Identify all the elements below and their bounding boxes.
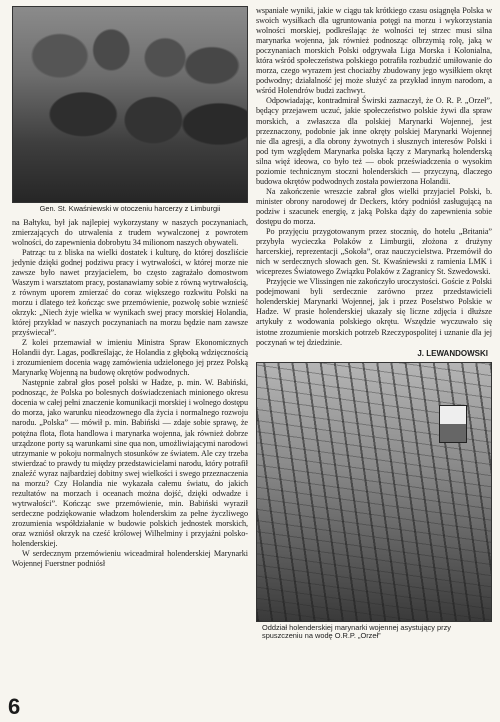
photo-caption-right-line1: Oddział holenderskiej marynarki wojennej asystujący przy — [262, 622, 451, 632]
photo-caption-right — [256, 624, 492, 641]
article-paragraph: Z kolei przemawiał w imieniu Ministra Spraw Ekonomicznych Holandii dyr. Lagas, podkreślając, że Holandia z głęboką wdzięcznością i zrozumieniem docenia wagę zamówienia udzielonego jej przez Polską Marynarkę Wojenną na budowę okrętów podwodnych. — [12, 338, 248, 378]
article-paragraph: wspaniałe wyniki, jakie w ciągu tak krótkiego czasu osiągnęła Polska w swoich wysiłkach dla ugruntowania potęgi na morzu i wykorzystania wolności morskiej, podkreślając że wolności tej strzec musi silna marynarka wojenna, jak również podnosząc olbrzymią rolę, jaką w poczynaniach morskich Polski odgrywała Liga Morska i Kolonialna, która wśród społeczeństwa polskiego potrafiła rozbudzić umiłowanie do morza, czego wyrazem jest chociażby zbudowany jego wysiłkiem okręt podwodny; działalność jej może służyć za przykład innym narodom, a wśród Holendrów budzi zachwyt. — [256, 6, 492, 96]
article-paragraph: Przyjęcie we Vlissingen nie zakończyło uroczystości. Goście z Polski podejmowani byli serdecznie zarówno przez przedstawicieli holenderskiej Marynarki Wojennej, jak i przez Poselstwo Polskie w Hadze. W prasie holenderskiej ukazały się liczne zdjęcia i dłuższe artykuły z wodowania polskiego okrętu. Wszędzie wyczuwało się istotne zrozumienie morskich potrzeb Rzeczypospolitej i uznanie dla jej poczynań w tej dziedzinie. — [256, 277, 492, 347]
article-paragraph: Odpowiadając, kontradmirał Świrski zaznaczył, że O. R. P. „Orzeł”, będący przejawem uczuć, jakie społeczeństwo polskie żywi dla spraw morskich, a zwłaszcza dla polskiej Marynarki Wojennej, jest przeznaczony, podobnie jak inne okręty polskiej Marynarki Wojennej nie dla agresji, a dla obrony żywotnych i słusznych interesów Polski i pod tym względem Marynarka polska łączy z Marynarką holenderską silna więź ideowa, co było też — obok przeświadczenia o wysokim poziomie technicznym stoczni holenderskich — przyczyną, dlaczego budowa okrętów podwodnych została powierzona Holandii. — [256, 96, 492, 186]
article-paragraph: Patrząc tu z bliska na wielki dostatek i kulturę, do której doszliście jedynie dzięki godnej podziwu pracy i wytrwałości, w której morze nie zawsze było nawet przyjacielem, bo często zagrażało domostwom Waszym i warsztatom pracy, postanawiamy sobie z równą wytrwałością, z równym uporem zmierzać do coraz większego rozkwitu Polski na morzu i dlatego też kończąc swe przemówienie, pozwolę sobie wznieść okrzyk: „Niech żyje wielka w wynikach swej pracy morskiej Holandia, której przykład w naszych poczynaniach na morzu będzie nam zawsze przyświecał”. — [12, 247, 248, 338]
page-number: 6 — [8, 694, 21, 719]
article-paragraph: Następnie zabrał głos poseł polski w Hadze, p. min. W. Babiński, podnosząc, że Polska po bolesnych doświadczeniach minionego okresu docenia w całej pełni znaczenie komunikacji morskiej i wolnego dostępu do morza, jako warunku nieodzownego dla życia i normalnego rozwoju narodu. „Polska” — mówił p. min. Babiński — zdaje sobie sprawę, że potężna flota, flota handlowa i marynarka wojenna, jak również dobrze urządzone porty są warunkami sine qua non, umożliwiającymi narodowi utrzymanie w pokoju normalnych stosunków ze światem. Ale czy trzeba stwierdzać to prawdy tu między przedstawicielami narodu, który potrafił znaleźć wyraz najbardziej dobitny swej wielkości i swego przeznaczenia na morzu? Czy Holandia nie wykazała całemu światu, do jakich rezultatów na morzach i oceanach można dojść, dzięki odwadze i wytrwałości”. Kończąc swe przemówienie, min. Babiński wyraził serdeczne podziękowanie władzom holenderskim za pełne życzliwego zrozumienia współdziałanie w budowie polskich jednostek morskich, oraz wzniósł okrzyk na cześć królowej Wilhelminy i przyjaźni polsko-holenderskiej. — [12, 378, 248, 549]
scouts-group-photo — [12, 6, 248, 203]
author-signature: J. LEWANDOWSKI — [417, 348, 488, 358]
right-column — [256, 6, 492, 645]
article-paragraph: Po przyjęciu przygotowanym przez stocznię, do hotelu „Britania” przybyła wycieczka Polaków z Limburgii, złożona z drużyny harcerskiej, reprezentacji „Sokoła”, oraz nauczycielstwa. Przemówił do nich w serdecznych słowach gen. St. Kwaśniewski z ramienia LMK i wiceprezes Światowego Związku Polaków z Zagranicy St. Szwedowski. — [256, 227, 492, 277]
article-paragraph: na Bałtyku, był jak najlepiej wykorzystany w naszych poczynaniach, zmierzających do utrwalenia z trudem wywalczonej z powrotem wolności, do zapewnienia dobrobytu 34 milionom naszych obywateli. — [12, 217, 248, 247]
article-paragraph: Na zakończenie wreszcie zabrał głos wielki przyjaciel Polski, b. minister obrony narodowej dr Deckers, który podniósł zasługującą na podziw i szacunek energię, z jaką Polska dąży do zapewnienia sobie dostępu do morza. — [256, 186, 492, 226]
photo-caption-left: Gen. St. Kwaśniewski w otoczeniu harcerzy z Limburgii — [39, 204, 221, 213]
left-column — [12, 6, 248, 569]
photo-caption-right-line2: spuszczeniu na wodę O.R.P. „Orzeł” — [262, 631, 381, 641]
flag-icon — [439, 405, 467, 443]
naval-detachment-photo — [256, 362, 492, 622]
article-paragraph: W serdecznym przemówieniu wiceadmirał holenderskiej Marynarki Wojennej Fuerstner podniósł — [12, 549, 248, 569]
